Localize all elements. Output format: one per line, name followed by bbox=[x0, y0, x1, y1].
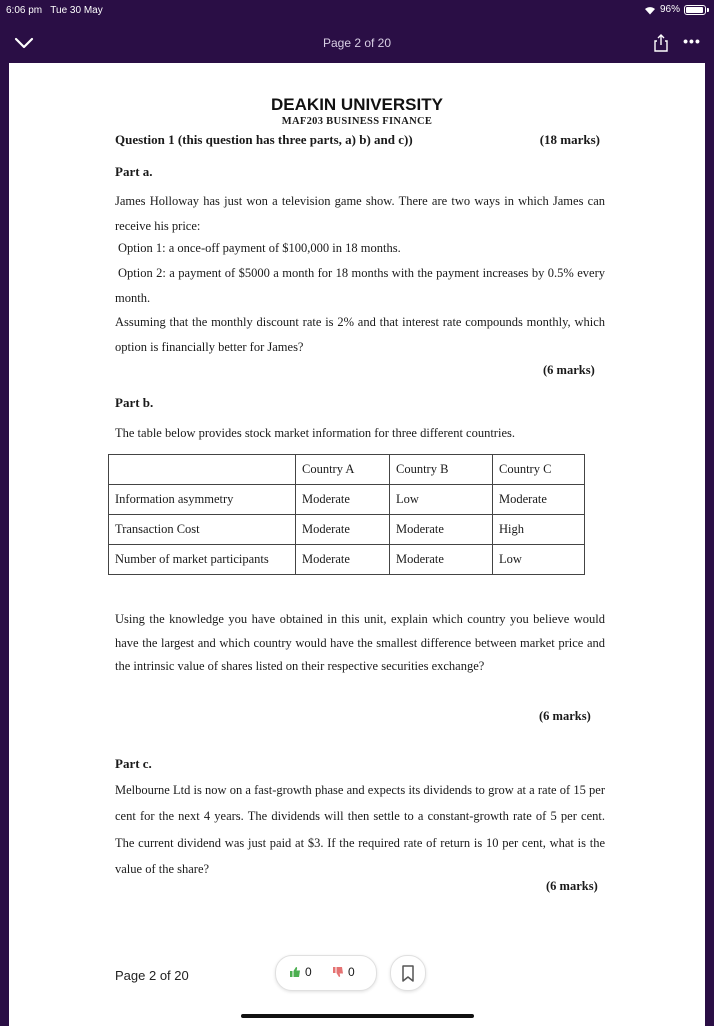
document-page bbox=[9, 63, 705, 1026]
status-indicators bbox=[644, 4, 706, 15]
part-b-question: Using the knowledge you have obtained in this unit, explain which country you believe would have the largest and which country would have the smallest difference between market price and the intrinsic value of shares listed on their respective securities exchange? bbox=[115, 612, 605, 673]
table-cell bbox=[109, 455, 296, 485]
part-c-question: Melbourne Ltd is now on a fast-growth phase and expects its dividends to grow at a rate of 15 per cent for the next 4 years. The dividends will then settle to a constant-growth rate of 5 per cent. The current dividend was just paid at $3. If the required rate of return is 10 per cent, what is the value of the share? bbox=[115, 783, 605, 876]
page-indicator: Page 2 of 20 bbox=[322, 36, 392, 50]
footer-page-number: Page 2 of 20 bbox=[115, 968, 189, 983]
date: Tue 30 May bbox=[50, 5, 103, 16]
table-cell: Information asymmetry bbox=[109, 485, 296, 515]
thumbs-down-icon bbox=[332, 966, 344, 978]
bookmark-icon bbox=[391, 956, 425, 990]
question-marks: (18 marks) bbox=[539, 132, 600, 147]
doc-title: DEAKIN UNIVERSITY bbox=[271, 95, 443, 114]
table-row bbox=[109, 485, 585, 515]
part-b-marks: (6 marks) bbox=[539, 709, 591, 723]
table-cell: Moderate bbox=[390, 515, 493, 545]
home-indicator bbox=[241, 1014, 474, 1018]
dislike-button[interactable] bbox=[332, 965, 355, 979]
question-heading: Question 1 (this question has three parts, a) b) and c)) bbox=[115, 132, 413, 147]
part-c-label: Part c. bbox=[115, 756, 152, 771]
status-bar bbox=[0, 0, 714, 22]
part-b-label: Part b. bbox=[115, 395, 154, 410]
part-c-marks: (6 marks) bbox=[546, 879, 598, 893]
part-b-intro: The table below provides stock market information for three different countries. bbox=[115, 426, 515, 440]
share-icon bbox=[652, 32, 670, 54]
more-button[interactable] bbox=[680, 32, 704, 54]
table-cell: High bbox=[493, 515, 585, 545]
reaction-pill bbox=[275, 955, 377, 991]
table-header-row bbox=[109, 455, 585, 485]
wifi-icon bbox=[644, 5, 656, 15]
bookmark-button[interactable] bbox=[390, 955, 426, 991]
like-count: 0 bbox=[305, 965, 312, 979]
table-cell: Low bbox=[493, 545, 585, 575]
table-cell: Moderate bbox=[296, 545, 390, 575]
part-a-marks: (6 marks) bbox=[543, 363, 595, 377]
thumbs-up-icon bbox=[289, 966, 301, 978]
table-cell: Low bbox=[390, 485, 493, 515]
dislike-count: 0 bbox=[348, 965, 355, 979]
reader-toolbar bbox=[0, 24, 714, 62]
table-cell: Number of market participants bbox=[109, 545, 296, 575]
battery-icon bbox=[684, 5, 706, 15]
more-icon: ••• bbox=[683, 33, 701, 49]
part-a-label: Part a. bbox=[115, 164, 153, 179]
doc-subtitle: MAF203 BUSINESS FINANCE bbox=[281, 116, 433, 127]
part-a-question: Assuming that the monthly discount rate is 2% and that interest rate compounds monthly, which option is financially better for James? bbox=[115, 315, 605, 354]
like-button[interactable] bbox=[289, 965, 312, 979]
market-table bbox=[108, 454, 585, 575]
table-cell: Moderate bbox=[296, 485, 390, 515]
table-header-cell: Country B bbox=[390, 455, 493, 485]
table-cell: Moderate bbox=[493, 485, 585, 515]
table-header-cell: Country C bbox=[493, 455, 585, 485]
table-cell: Transaction Cost bbox=[109, 515, 296, 545]
table-cell: Moderate bbox=[296, 515, 390, 545]
part-a-option1: Option 1: a once-off payment of $100,000 in 18 months. bbox=[118, 241, 401, 255]
part-a-intro: James Holloway has just won a television game show. There are two ways in which James can receive his price: bbox=[115, 194, 605, 233]
part-a-option2: Option 2: a payment of $5000 a month for 18 months with the payment increases by 0.5% every month. bbox=[115, 266, 605, 305]
table-cell: Moderate bbox=[390, 545, 493, 575]
table-header-cell: Country A bbox=[296, 455, 390, 485]
clock: 6:06 pm bbox=[6, 5, 43, 16]
status-time bbox=[6, 5, 103, 16]
table-row bbox=[109, 545, 585, 575]
battery-percent: 96% bbox=[659, 4, 680, 15]
share-button[interactable] bbox=[652, 32, 670, 54]
table-row bbox=[109, 515, 585, 545]
